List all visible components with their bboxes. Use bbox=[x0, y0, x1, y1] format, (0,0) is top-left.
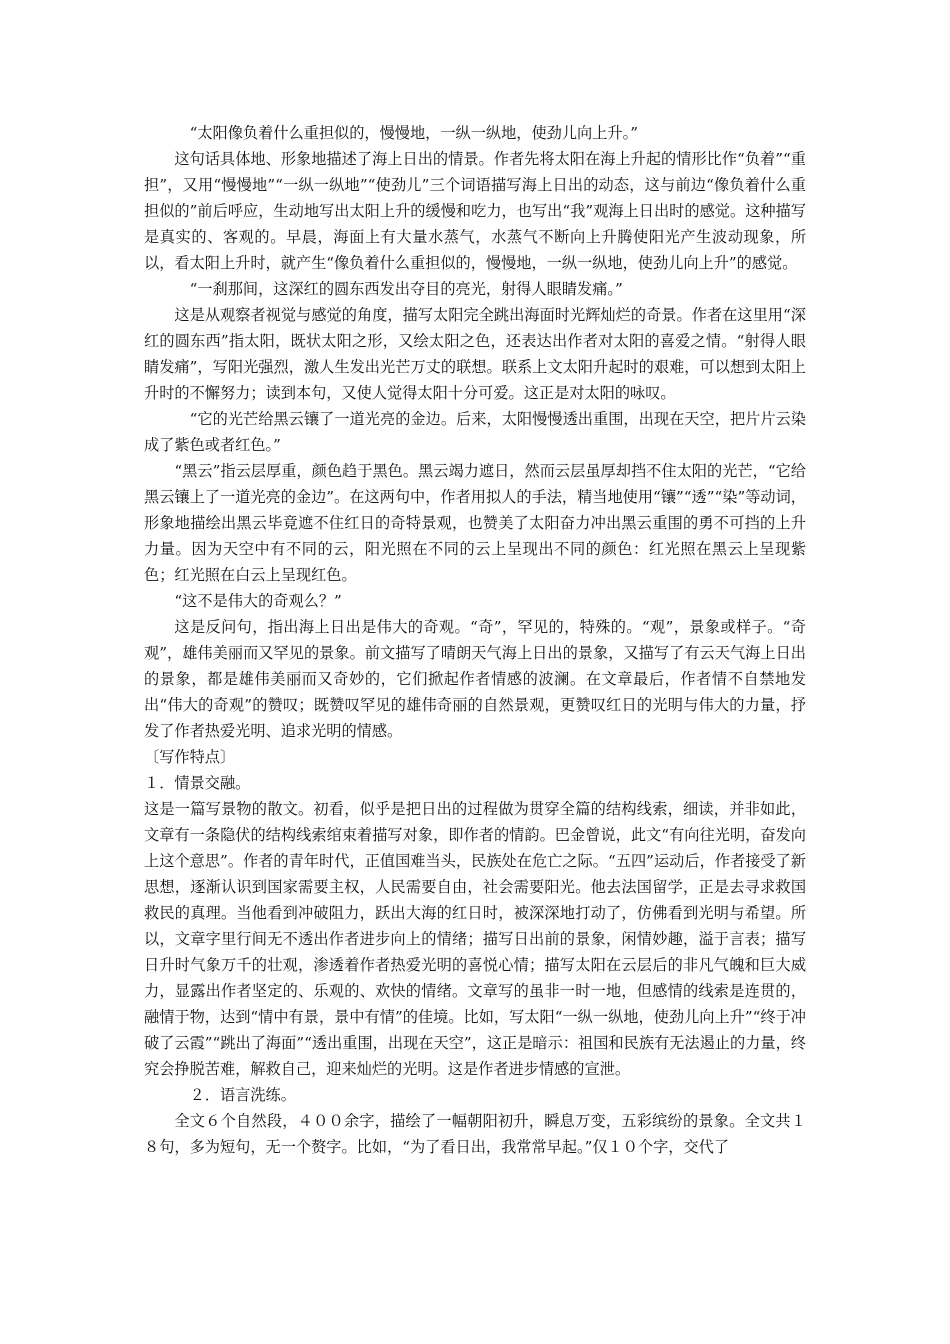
feature-paragraph-1: 这是一篇写景物的散文。初看，似乎是把日出的过程做为贯穿全篇的结构线索，细读，并非如此，文章有一条隐伏的结构线索绾束着描写对象，即作者的情韵。巴金曾说，此文“有向往光明，奋发向上这个意思”。作者的青年时代，正值国难当头，民族处在危亡之际。“五四”运动后，作者接受了新思想，逐渐认识到国家需要主权，人民需要自由，社会需要阳光。他去法国留学，正是去寻求救国救民的真理。当他看到冲破阻力，跃出大海的红日时，被深深地打动了，仿佛看到光明与希望。所以，文章字里行间无不透出作者进步向上的情绪；描写日出前的景象，闲情妙趣，溢于言表；描写日升时气象万千的壮观，渗透着作者热爱光明的喜悦心情；描写太阳在云层后的非凡气魄和巨大威力，显露出作者坚定的、乐观的、欢快的情绪。文章写的虽非一时一地，但感情的线索是连贯的，融情于物，达到“情中有景，景中有情”的佳境。比如，写太阳“一纵一纵地，使劲儿向上升”“终于冲破了云霞”“跳出了海面”“透出重围，出现在天空”，这正是暗示：祖国和民族有无法遏止的力量，终究会挣脱苦难，解救自己，迎来灿烂的光明。这是作者进步情感的宣泄。 bbox=[144, 800, 806, 1078]
quote-paragraph-3: “它的光芒给黑云镶了一道光亮的金边。后来，太阳慢慢透出重围，出现在天空，把片片云染成了紫色或者红色。” bbox=[144, 410, 806, 454]
analysis-paragraph-4: 这是反问句，指出海上日出是伟大的奇观。“奇”，罕见的，特殊的。“观”，景象或样子。“奇观”，雄伟美丽而又罕见的景象。前文描写了晴朗天气海上日出的景象，又描写了有云天气海上日出的景象，都是雄伟美丽而又奇妙的，它们掀起作者情感的波澜。在文章最后，作者情不自禁地发出“伟大的奇观”的赞叹；既赞叹罕见的雄伟奇丽的自然景观，更赞叹红日的光明与伟大的力量，抒发了作者热爱光明、追求光明的情感。 bbox=[144, 618, 806, 740]
analysis-paragraph-1: 这句话具体地、形象地描述了海上日出的情景。作者先将太阳在海上升起的情形比作“负着”“重担”，又用“慢慢地”“一纵一纵地”“使劲儿”三个词语描写海上日出的动态，这与前边“像负着什么重担似的”前后呼应，生动地写出太阳上升的缓慢和吃力，也写出“我”观海上日出时的感觉。这种描写是真实的、客观的。早晨，海面上有大量水蒸气，水蒸气不断向上升腾使阳光产生波动现象，所以，看太阳上升时，就产生“像负着什么重担似的，慢慢地，一纵一纵地，使劲儿向上升”的感觉。 bbox=[144, 150, 806, 272]
feature-paragraph-2: 全文６个自然段，４００余字，描绘了一幅朝阳初升，瞬息万变，五彩缤纷的景象。全文共１８句，多为短句，无一个赘字。比如，“为了看日出，我常常早起。”仅１０个字，交代了 bbox=[144, 1112, 806, 1156]
analysis-paragraph-2: 这是从观察者视觉与感觉的角度，描写太阳完全跳出海面时光辉灿烂的奇景。作者在这里用“深红的圆东西”指太阳，既状太阳之形，又绘太阳之色，还表达出作者对太阳的喜爱之情。“射得人眼睛发痛”，写阳光强烈，激人生发出光芒万丈的联想。联系上文太阳升起时的艰难，可以想到太阳上升时的不懈努力；读到本句，又使人觉得太阳十分可爱。这正是对太阳的咏叹。 bbox=[144, 306, 806, 402]
quote-paragraph-2: “一刹那间，这深红的圆东西发出夺目的亮光，射得人眼睛发痛。” bbox=[189, 280, 623, 298]
analysis-paragraph-3: “黑云”指云层厚重，颜色趋于黑色。黑云竭力遮日，然而云层虽厚却挡不住太阳的光芒，“它给黑云镶上了一道光亮的金边”。在这两句中，作者用拟人的手法，精当地使用“镶”“透”“染”等动词，形象地描绘出黑云毕竟遮不住红日的奇特景观，也赞美了太阳奋力冲出黑云重围的勇不可挡的上升力量。因为天空中有不同的云，阳光照在不同的云上呈现出不同的颜色：红光照在黑云上呈现紫色；红光照在白云上呈现红色。 bbox=[144, 462, 806, 584]
document-body bbox=[144, 120, 806, 1160]
section-heading-writing-features: 〔写作特点〕 bbox=[144, 748, 236, 766]
quote-paragraph-1: “太阳像负着什么重担似的，慢慢地，一纵一纵地，使劲儿向上升。” bbox=[189, 124, 638, 142]
feature-heading-1: １．情景交融。 bbox=[144, 774, 251, 792]
feature-heading-2: ２．语言洗练。 bbox=[189, 1086, 296, 1104]
quote-paragraph-4: “这不是伟大的奇观么？” bbox=[174, 592, 342, 610]
